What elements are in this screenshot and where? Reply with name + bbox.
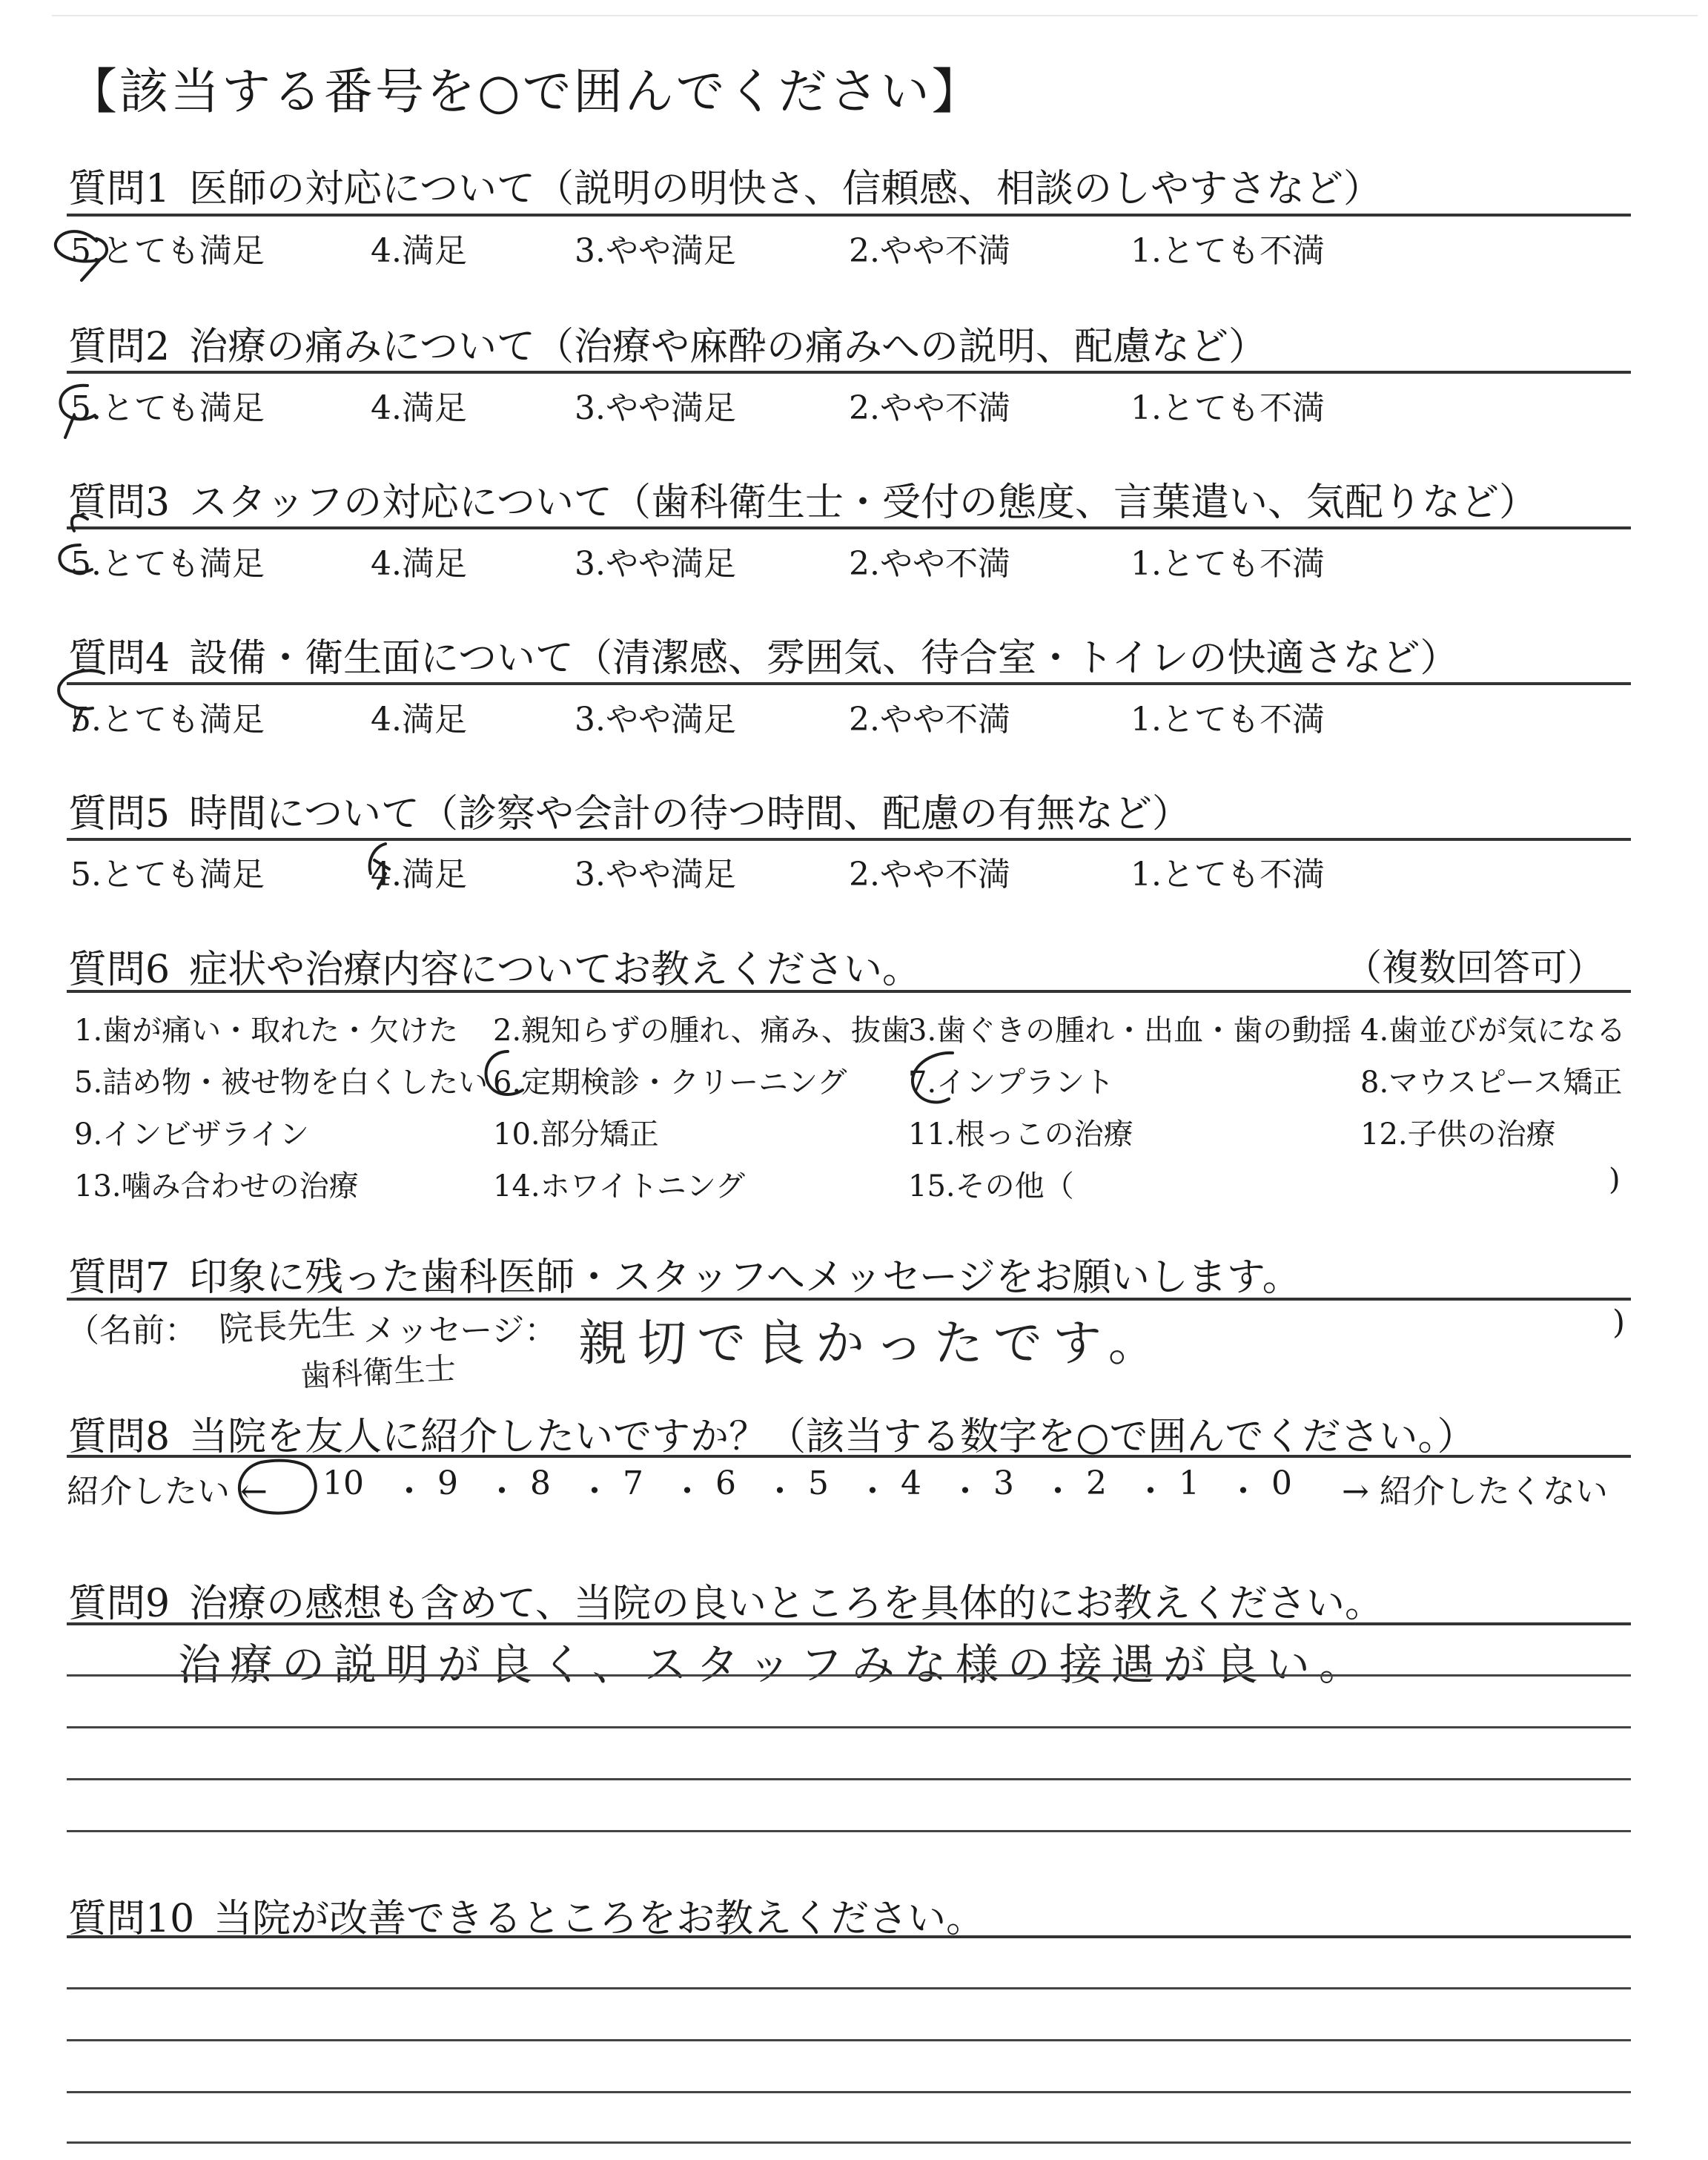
scale-dot: ・	[949, 1473, 982, 1510]
scale-dot: ・	[578, 1473, 611, 1510]
symptom-option[interactable]: 10.部分矯正	[493, 1117, 659, 1152]
option-1[interactable]: 1.とても不満	[1131, 545, 1325, 583]
scale-10[interactable]: 10	[322, 1464, 364, 1502]
q4-circle-mark	[59, 670, 104, 730]
symptom-option[interactable]: 5.詰め物・被せ物を白くしたい	[74, 1066, 489, 1100]
question-number: 質問2	[68, 325, 171, 369]
option-5[interactable]: 5.とても満足	[70, 389, 265, 427]
symptom-option[interactable]: 7.インプラント	[908, 1066, 1115, 1100]
symptom-option[interactable]: 2.親知らずの腫れ、痛み、抜歯	[493, 1014, 910, 1048]
q6-item7-circle-mark	[913, 1053, 953, 1103]
symptom-option[interactable]: 4.歯並びが気になる	[1360, 1014, 1626, 1048]
question-text: 症状や治療内容についてお教えください。	[189, 948, 921, 992]
scale-dot: ・	[764, 1473, 796, 1510]
symptom-option[interactable]: 13.噛み合わせの治療	[74, 1169, 359, 1203]
question-number: 質問6	[68, 948, 171, 992]
question-number: 質問7	[68, 1255, 171, 1300]
message-close-paren: )	[1612, 1304, 1626, 1341]
q8-circle-mark	[239, 1461, 316, 1513]
question-text: 治療の痛みについて（治療や麻酔の痛みへの説明、配慮など）	[189, 325, 1268, 369]
option-4[interactable]: 4.満足	[371, 701, 467, 739]
option-5[interactable]: 5.とても満足	[70, 701, 265, 739]
scale-1[interactable]: 1	[1179, 1464, 1199, 1502]
scale-4[interactable]: 4	[901, 1464, 921, 1502]
option-2[interactable]: 2.やや不満	[849, 545, 1010, 583]
question-number: 質問8	[68, 1415, 171, 1459]
q1-circle-mark	[56, 231, 107, 280]
scale-0[interactable]: 0	[1271, 1464, 1292, 1502]
question-text: 医師の対応について（説明の明快さ、信頼感、相談のしやすさなど）	[189, 167, 1382, 211]
option-3[interactable]: 3.やや満足	[575, 232, 736, 270]
option-3[interactable]: 3.やや満足	[575, 545, 736, 583]
option-4[interactable]: 4.満足	[371, 545, 467, 583]
option-1[interactable]: 1.とても不満	[1131, 701, 1325, 739]
option-4[interactable]: 4.満足	[371, 232, 467, 270]
option-5[interactable]: 5.とても満足	[70, 545, 265, 583]
scale-7[interactable]: 7	[623, 1464, 643, 1502]
question-text: 治療の感想も含めて、当院の良いところを具体的にお教えください。	[189, 1582, 1384, 1626]
other-close-paren: )	[1609, 1163, 1621, 1197]
scale-2[interactable]: 2	[1086, 1464, 1107, 1502]
q3-circle-mark	[59, 515, 92, 572]
handwritten-message: 親切で良かったです。	[578, 1315, 1168, 1372]
scale-9[interactable]: 9	[437, 1464, 458, 1502]
question-number: 質問9	[68, 1582, 171, 1626]
scale-dot: ・	[856, 1473, 889, 1510]
scale-3[interactable]: 3	[993, 1464, 1014, 1502]
scale-right-label: → 紹介したくない	[1342, 1473, 1608, 1510]
symptom-option[interactable]: 14.ホワイトニング	[493, 1169, 746, 1203]
symptom-option[interactable]: 8.マウスピース矯正	[1360, 1066, 1623, 1100]
symptom-option[interactable]: 9.インビザライン	[74, 1117, 309, 1152]
question-text: 当院が改善できるところをお教えください。	[214, 1897, 985, 1941]
option-2[interactable]: 2.やや不満	[849, 701, 1010, 739]
option-1[interactable]: 1.とても不満	[1131, 232, 1325, 270]
handwritten-name-2: 歯科衛生士	[299, 1350, 457, 1395]
question-text: 設備・衛生面について（清潔感、雰囲気、待合室・トイレの快適さなど）	[189, 636, 1459, 681]
scale-dot: ・	[393, 1473, 426, 1510]
option-3[interactable]: 3.やや満足	[575, 856, 736, 894]
page-header: 【該当する番号を○で囲んでください】	[68, 63, 983, 120]
symptom-option[interactable]: 3.歯ぐきの腫れ・出血・歯の動揺	[908, 1014, 1352, 1048]
scale-5[interactable]: 5	[808, 1464, 829, 1502]
question-text: スタッフの対応について（歯科衛生士・受付の態度、言葉遣い、気配りなど）	[189, 480, 1538, 525]
symptom-option[interactable]: 15.その他（	[908, 1169, 1074, 1203]
symptom-option[interactable]: 6.定期検診・クリーニング	[493, 1066, 847, 1100]
scale-dot: ・	[1134, 1473, 1167, 1510]
multiple-answer-note: （複数回答可）	[1345, 946, 1604, 989]
scale-dot: ・	[671, 1473, 704, 1510]
option-2[interactable]: 2.やや不満	[849, 856, 1010, 894]
question-number: 質問10	[68, 1897, 195, 1941]
option-2[interactable]: 2.やや不満	[849, 389, 1010, 427]
name-label: （名前：	[67, 1312, 197, 1350]
scale-dot: ・	[1227, 1473, 1260, 1510]
handwritten-name-1: 院長先生	[217, 1302, 357, 1350]
option-4[interactable]: 4.満足	[371, 389, 467, 427]
question-number: 質問4	[68, 636, 171, 681]
scale-6[interactable]: 6	[715, 1464, 736, 1502]
question-number: 質問3	[68, 480, 171, 525]
question-number: 質問5	[68, 792, 171, 836]
symptom-option[interactable]: 11.根っこの治療	[908, 1117, 1133, 1152]
q2-circle-mark	[60, 386, 95, 437]
option-5[interactable]: 5.とても満足	[70, 232, 265, 270]
symptom-option[interactable]: 12.子供の治療	[1360, 1117, 1556, 1152]
handwritten-good-points: 治療の説明が良く、スタッフみな様の接遇が良い。	[178, 1639, 1371, 1690]
question-text: 当院を友人に紹介したいですか？（該当する数字を○で囲んでください。）	[189, 1415, 1476, 1459]
option-1[interactable]: 1.とても不満	[1131, 389, 1325, 427]
message-label: メッセージ：	[363, 1312, 557, 1350]
option-1[interactable]: 1.とても不満	[1131, 856, 1325, 894]
question-text: 時間について（診察や会計の待つ時間、配慮の有無など）	[189, 792, 1191, 836]
scale-8[interactable]: 8	[530, 1464, 551, 1502]
q5-circle-mark	[370, 844, 389, 888]
scale-left-label: 紹介したい ←	[67, 1473, 268, 1510]
symptom-option[interactable]: 1.歯が痛い・取れた・欠けた	[74, 1014, 459, 1048]
question-text: 印象に残った歯科医師・スタッフへメッセージをお願いします。	[189, 1255, 1301, 1300]
scale-dot: ・	[486, 1473, 518, 1510]
option-3[interactable]: 3.やや満足	[575, 701, 736, 739]
q6-item6-circle-mark	[486, 1051, 523, 1094]
option-3[interactable]: 3.やや満足	[575, 389, 736, 427]
option-4[interactable]: 4.満足	[371, 856, 467, 894]
question-number: 質問1	[68, 167, 171, 211]
option-2[interactable]: 2.やや不満	[849, 232, 1010, 270]
scale-dot: ・	[1042, 1473, 1074, 1510]
option-5[interactable]: 5.とても満足	[70, 856, 265, 894]
